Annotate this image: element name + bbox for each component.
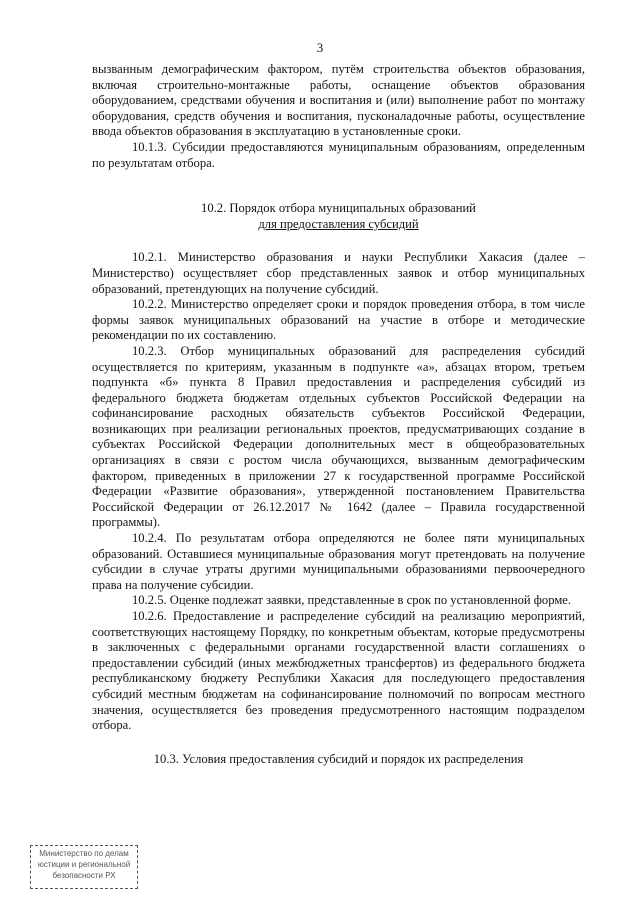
paragraph-10-2-2: 10.2.2. Министерство определяет сроки и порядок проведения отбора, в том числе формы заявок муниципальных образований на участие в отборе и методические рекомендации по их составлению.: [92, 297, 585, 343]
stamp-line2: юстиции и региональной: [37, 860, 131, 869]
stamp-line3: безопасности РХ: [52, 871, 116, 880]
stamp-line1: Министерство по делам: [39, 849, 129, 858]
page-number: 3: [316, 40, 324, 55]
registration-stamp: [30, 845, 138, 889]
paragraph-10-2-3: 10.2.3. Отбор муниципальных образований для распределения субсидий осуществляется по критериям, указанным в подпункте «а», абзацах втором, третьем подпункта «б» пункта 8 Правил предоставления и распределения субсидий из федерального бюджета бюджетам отдельных субъектов Российской Федерации на софинансирование расходных обязательств субъектов Российской Федерации, возникающих при реализации региональных проектов, предусматривающих создание в субъектах Российской Федерации дополнительных мест в общеобразовательных организациях в связи с ростом числа обучающихся, вызванным демографическим фактором, приведенных в приложении 27 к государственной программе Российской Федерации «Развитие образования», утвержденной постановлением Правительства Российской Федерации от 26.12.2017 № 1642 (далее – Правила государственной программы).: [92, 343, 585, 530]
paragraph-10-2-4: 10.2.4. По результатам отбора определяются не более пяти муниципальных образований. Оставшиеся муниципальные образования могут претендовать на получение субсидии в случае утраты другими муниципальными образованиями первоочередного права на получение субсидии.: [92, 531, 585, 592]
paragraph-10-2-5: 10.2.5. Оценке подлежат заявки, представленные в срок по установленной форме.: [132, 593, 572, 608]
paragraph-10-2-1: 10.2.1. Министерство образования и науки Республики Хакасия (далее – Министерство) осуществляет сбор представленных заявок и отбор муниципальных образований, претендующих на получение субсидий.: [92, 250, 585, 296]
section-heading-10-2-line1: 10.2. Порядок отбора муниципальных образований: [201, 201, 476, 216]
paragraph-10-1-3: 10.1.3. Субсидии предоставляются муниципальным образованиям, определенным по результатам отбора.: [92, 139, 585, 170]
document-body: [92, 62, 585, 767]
paragraph-10-2-6: 10.2.6. Предоставление и распределение субсидий на реализацию мероприятий, соответствующих настоящему Порядку, по конкретным объектам, которые предусмотрены в заключенных с федеральными органами государственной власти соглашениях о предоставлении субсидий (иных межбюджетных трансфертов) из федерального бюджета республиканскому бюджету Республики Хакасия для последующего предоставления субсидий местным бюджетам на софинансирование полномочий по вопросам местного значения, осуществляется без проведения предусмотренного настоящим подразделом отбора.: [92, 609, 585, 733]
section-heading-10-3: 10.3. Условия предоставления субсидий и порядок их распределения: [153, 751, 524, 766]
section-heading-10-2-line2: для предоставления субсидий: [258, 216, 419, 231]
paragraph-continuation: вызванным демографическим фактором, путём строительства объектов образования, включая строительно-монтажные работы, оснащение объектов образования оборудованием, средствами обучения и воспитания и (или) выполнение работ по монтажу оборудования, средств обучения и воспитания, пусконаладочные работы, осуществление ввода объектов образования в эксплуатацию в установленные сроки.: [92, 62, 585, 139]
section-heading-10-2: [92, 201, 585, 232]
